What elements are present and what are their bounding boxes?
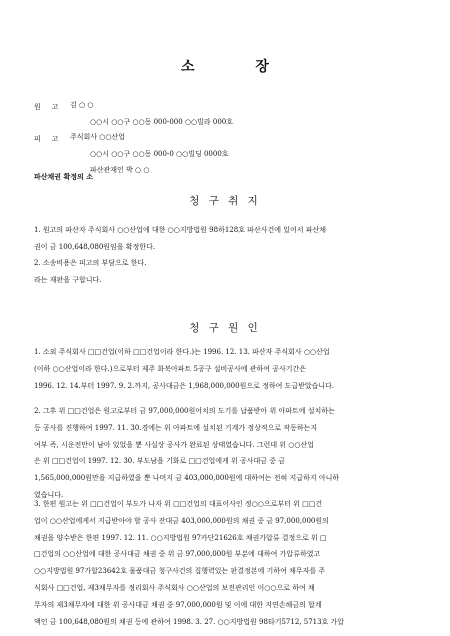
cause-line: 여부 즉, 시운전만이 남아 있었을 뿐 사실상 공사가 완료된 상태였습니다. 그런데 위 ○○산업 [34, 440, 315, 449]
cause-line: 은 위 □□건업이 1997. 12. 30. 부도남을 기화로 □□건업에게 위 공사대금 중 금 [34, 457, 285, 466]
cause-line: 무자의 제3채무자에 대한 위 공사대금 채권 중 97,000,000원 및 이에 대한 지연손해금의 합계 [34, 600, 322, 609]
cause-line: 등 공사를 진행하여 1997. 11. 30.경에는 위 아파트에 설치된 기계가 정상적으로 작동하는지 [34, 423, 318, 432]
cause-line: 1. 소외 주식회사 □□건업(이하 □□건업이라 한다.)는 1996. 12. 13. 파산자 주식회사 ○○산업 [34, 348, 330, 356]
cause-line: ○○지방법원 97가합23642호 물품대금 청구사건의 집행력있는 판결정본에 기하여 채무자를 주 [34, 567, 326, 576]
cause-line: 식회사 □□건업, 제3채무자를 정리회사 주식회사 ○○산업의 보전관리인 이○○으로 하여 채 [34, 583, 315, 592]
cause-line: 액인 금 100,648,080원의 채권 등에 관하여 1998. 3. 27. ○○지방법원 98타기5712, 5713호 가압 [34, 617, 345, 626]
cause-line: □건업의 ○○산업에 대한 공사대금 채권 중 위 금 97,000,000원 부분에 대하여 가압류하였고 [34, 550, 321, 559]
claims-line: 2. 소송비용은 피고의 부담으로 한다. [34, 259, 147, 267]
claims-line: 1. 원고의 파산자 주식회사 ○○산업에 대한 ○○지방법원 98하128호 파산사건에 있어서 파산채 [34, 226, 327, 234]
causes-heading: 청 구 원 인 [189, 322, 261, 334]
defendant-trustee: 파산관재인 박 ○ ○ [90, 166, 150, 174]
cause-line: 였습니다. [34, 490, 64, 499]
cause-line: 3. 한편 원고는 위 □□건업이 부도가 나자 위 □□건업의 대표이사인 정○○으로부터 위 □□건 [34, 500, 323, 508]
cause-line: 업이 ○○산업에게서 지급받아야 할 공사 잔대금 403,000,000원의 채권 중 금 97,000,000원의 [34, 516, 329, 525]
defendant-role-label: 피고 [34, 135, 70, 143]
cause-line: 2. 그후 위 □□건업은 원고로부터 금 97,000,000원어치의 도기를 납품받아 위 아파트에 설치하는 [34, 407, 335, 415]
cause-line: 채권을 양수받은 한편 1997. 12. 11. ○○지방법원 97카단21626호 채권가압류 결정으로 위 □ [34, 533, 327, 542]
case-name: 파산채권 확정의 소 [34, 172, 93, 181]
defendant-address: ○○시 ○○구 ○○동 000-0 ○○빌딩 0000호 [90, 150, 229, 158]
document-title: 소 장 [181, 59, 297, 75]
plaintiff-name: 김 ○ ○ [70, 101, 94, 109]
cause-line: 1996. 12. 14.부터 1997. 9. 2.까지, 공사대금은 1,968,000,000원으로 정하여 도급받았습니다. [34, 381, 335, 390]
plaintiff-address: ○○시 ○○구 ○○동 000-000 ○○빌라 000호 [90, 118, 234, 126]
claims-list [34, 222, 326, 288]
cause-line: 1,565,000,000원만을 지급하였을 뿐 나머지 금 403,000,000원에 대하여는 전혀 지급하지 아니하 [34, 474, 340, 483]
defendant-name: 주식회사 ○○산업 [70, 133, 126, 141]
claims-line: 권이 금 100,648,080원임을 확정한다. [34, 242, 156, 251]
cause-line: (이하 ○○산업이라 한다.)으로부터 제주 화북아파트 5공구 설비공사에 관하여 공사기간은 [34, 364, 307, 373]
cause-paragraph-2 [34, 403, 418, 504]
claims-line: 라는 재판을 구합니다. [34, 275, 102, 284]
plaintiff-role-label: 원고 [34, 103, 70, 111]
claims-heading: 청 구 취 지 [189, 195, 261, 207]
cause-paragraph-1 [34, 344, 418, 394]
cause-paragraph-3 [34, 496, 418, 630]
